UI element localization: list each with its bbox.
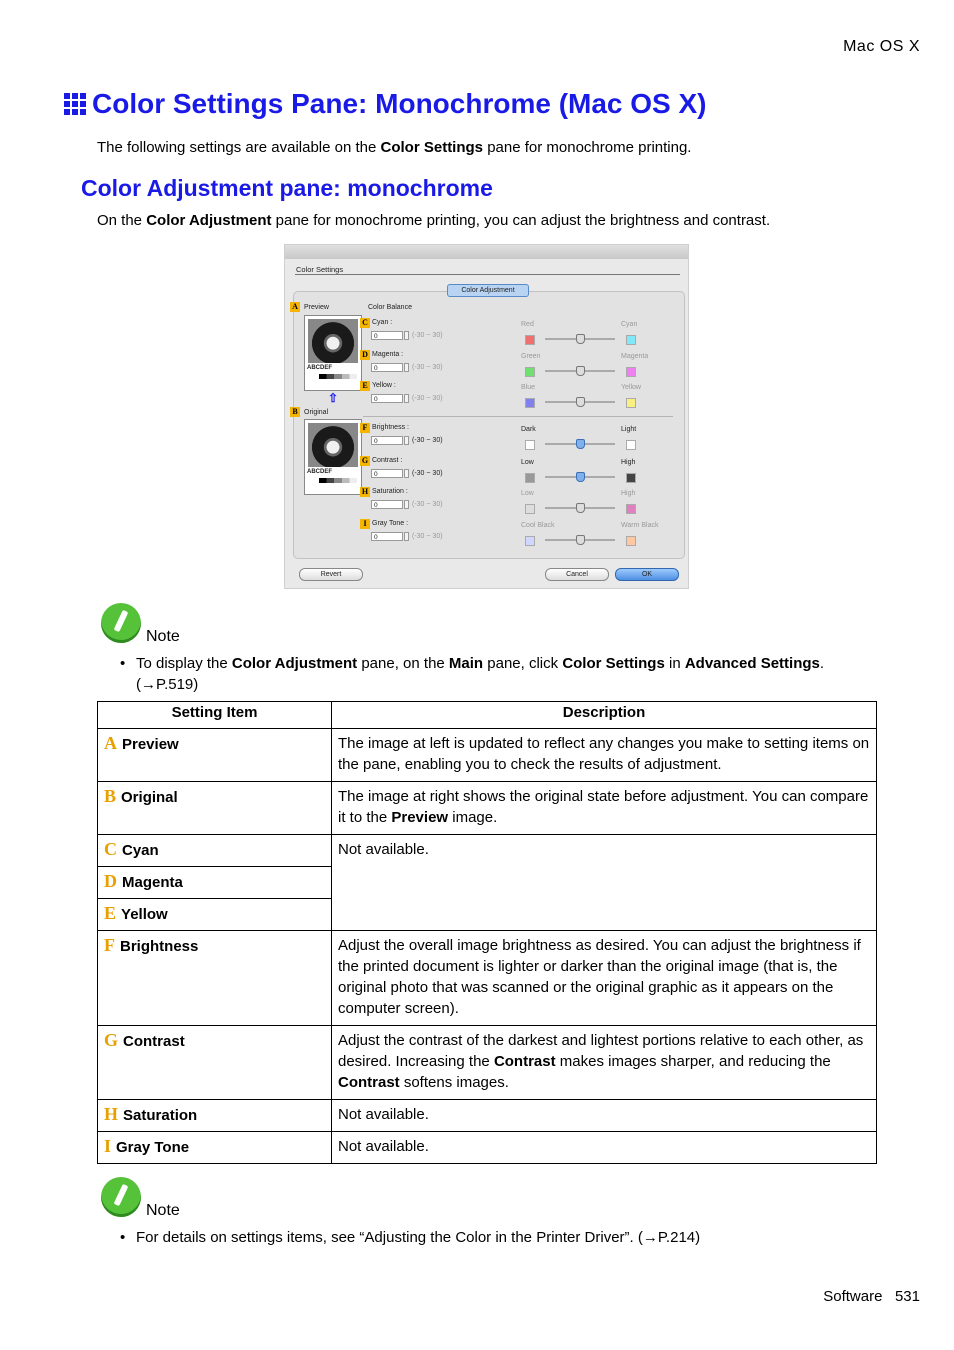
item-name: Gray Tone	[116, 1139, 190, 1156]
slider-right-swatch	[626, 398, 636, 408]
note-text: in	[664, 655, 685, 672]
slider-left-swatch	[525, 367, 535, 377]
setting-description: Not available.	[332, 1100, 877, 1132]
original-label: Original	[304, 409, 329, 416]
desc-text: Adjust the contrast of the darkest and lightest portions relative to each other, as desired. Increasing the	[338, 1032, 864, 1070]
item-name: Yellow	[121, 906, 168, 923]
slider-right-swatch	[626, 504, 636, 514]
page-title: Color Settings Pane: Monochrome (Mac OS X)	[92, 88, 707, 119]
item-letter: C	[104, 839, 117, 859]
slider-right-swatch	[626, 367, 636, 377]
sub-intro-pre: On the	[97, 212, 147, 229]
row-range: (-30 ~ 30)	[412, 470, 443, 477]
note-label: Note	[146, 1202, 180, 1219]
preview-image	[304, 315, 362, 391]
item-name: Contrast	[123, 1033, 185, 1050]
slider-left-swatch	[525, 504, 535, 514]
slider-knob[interactable]	[576, 366, 585, 376]
sub-intro-paragraph	[97, 212, 770, 229]
slider-left-label: Blue	[521, 384, 536, 391]
row-value-field[interactable]: 0	[371, 436, 403, 445]
item-letter: B	[104, 786, 117, 806]
note-pencil-icon	[101, 603, 141, 643]
setting-item	[98, 1132, 332, 1164]
row-label: Gray Tone :	[372, 520, 409, 527]
section-grid-icon	[64, 93, 86, 115]
slider-knob[interactable]	[576, 472, 585, 482]
note-bold: Main	[448, 655, 484, 672]
slider-right-label: Yellow	[621, 384, 641, 391]
table-row	[98, 1026, 877, 1100]
row-label: Magenta :	[372, 351, 404, 358]
slider-knob[interactable]	[576, 503, 585, 513]
note-text: pane, click	[483, 655, 563, 672]
row-value-field[interactable]: 0	[371, 469, 403, 478]
bullet: •	[120, 1229, 126, 1246]
color-balance-label: Color Balance	[368, 304, 412, 311]
setting-description	[332, 782, 877, 835]
row-stepper[interactable]	[404, 500, 409, 509]
color-adjustment-dialog-screenshot	[284, 244, 689, 589]
setting-item	[98, 835, 332, 867]
setting-item	[98, 782, 332, 835]
note-item	[120, 1227, 890, 1248]
intro-paragraph	[97, 139, 691, 156]
adjustment-slider[interactable]	[545, 539, 615, 541]
arrow-up-icon: ⇧	[328, 391, 339, 405]
adjustment-slider[interactable]	[545, 370, 615, 372]
table-row	[98, 1132, 877, 1164]
desc-bold: Preview	[391, 809, 449, 826]
sub-intro-bold: Color Adjustment	[146, 212, 272, 229]
setting-item	[98, 1100, 332, 1132]
note-pencil-icon	[101, 1177, 141, 1217]
slider-right-swatch	[626, 335, 636, 345]
preview-label: Preview	[304, 304, 329, 311]
cancel-button[interactable]: Cancel	[545, 568, 609, 581]
slider-left-swatch	[525, 536, 535, 546]
item-name: Original	[121, 789, 178, 806]
row-range: (-30 ~ 30)	[412, 533, 443, 540]
item-name: Cyan	[122, 842, 159, 859]
row-marker: H	[361, 487, 369, 496]
marker-a: A	[290, 302, 300, 312]
row-range: (-30 ~ 30)	[412, 364, 443, 371]
item-name: Magenta	[122, 874, 183, 891]
row-value-field[interactable]: 0	[371, 500, 403, 509]
slider-left-swatch	[525, 440, 535, 450]
setting-item	[98, 729, 332, 782]
intro-text-post: pane for monochrome printing.	[483, 139, 692, 156]
row-marker: I	[360, 519, 370, 529]
row-stepper[interactable]	[404, 469, 409, 478]
bullet: •	[120, 655, 126, 672]
ok-button[interactable]: OK	[615, 568, 679, 581]
footer-section: Software	[823, 1288, 883, 1305]
adjustment-slider[interactable]	[545, 443, 615, 445]
revert-button[interactable]: Revert	[299, 568, 363, 581]
item-letter: A	[104, 733, 117, 753]
slider-left-label: Low	[521, 490, 534, 497]
note-bold: Color Settings	[562, 655, 665, 672]
setting-description: Not available.	[332, 1132, 877, 1164]
table-row	[98, 931, 877, 1026]
slider-right-label: Light	[621, 426, 637, 433]
preview-photo	[308, 319, 358, 363]
slider-left-label: Red	[521, 321, 534, 328]
row-label: Cyan :	[372, 319, 393, 326]
row-value-field[interactable]: 0	[371, 331, 403, 340]
row-stepper[interactable]	[404, 394, 409, 403]
table-row	[98, 835, 877, 867]
item-letter: H	[104, 1104, 119, 1124]
preview-gray-swatch	[319, 374, 357, 379]
row-marker: E	[360, 381, 370, 391]
row-stepper[interactable]	[404, 436, 409, 445]
sub-intro-post: pane for monochrome printing, you can adjust the brightness and contrast.	[271, 212, 771, 229]
row-label: Contrast :	[372, 457, 403, 464]
row-range: (-30 ~ 30)	[412, 501, 443, 508]
item-letter: F	[104, 935, 115, 955]
slider-right-label: High	[621, 490, 636, 497]
intro-text-bold: Color Settings	[380, 139, 484, 156]
item-letter: I	[104, 1136, 112, 1156]
original-gray-swatch	[319, 478, 357, 483]
note-reference-link[interactable]: (→P.519)	[136, 676, 199, 693]
page-footer	[823, 1288, 920, 1305]
item-letter: E	[104, 903, 117, 923]
table-row	[98, 1100, 877, 1132]
desc-text: The image at right shows the original state before adjustment. You can compare it to the	[338, 788, 869, 826]
row-label: Brightness :	[372, 424, 409, 431]
note-bold: Advanced Settings	[684, 655, 820, 672]
slider-left-swatch	[525, 473, 535, 483]
desc-bold: Contrast	[338, 1074, 400, 1091]
item-name: Brightness	[120, 938, 199, 955]
row-stepper[interactable]	[404, 331, 409, 340]
slider-knob[interactable]	[576, 439, 585, 449]
table-header-row	[98, 702, 877, 729]
note-text: To display the	[136, 655, 232, 672]
row-label: Saturation :	[372, 488, 408, 495]
note-item	[120, 653, 890, 695]
slider-left-label: Dark	[521, 426, 536, 433]
setting-description: Adjust the overall image brightness as desired. You can adjust the brightness if the printed document is lighter or darker than the original image (that is, the original photo that was scanned or the original graphic as it appears on the computer screen).	[332, 931, 877, 1026]
row-stepper[interactable]	[404, 363, 409, 372]
adjustment-slider[interactable]	[545, 338, 615, 340]
pane-divider	[295, 274, 680, 275]
slider-knob[interactable]	[576, 397, 585, 407]
row-marker: C	[360, 318, 370, 328]
table-row	[98, 729, 877, 782]
platform-header: Mac OS X	[843, 38, 920, 55]
slider-right-swatch	[626, 536, 636, 546]
original-image	[304, 419, 362, 495]
row-stepper[interactable]	[404, 532, 409, 541]
row-range: (-30 ~ 30)	[412, 395, 443, 402]
original-photo-text: ABCDEF	[307, 469, 332, 475]
row-value-field[interactable]: 0	[371, 532, 403, 541]
table-row	[98, 782, 877, 835]
adjustment-slider[interactable]	[545, 476, 615, 478]
desc-text: makes images sharper, and reducing the	[555, 1053, 831, 1070]
adjustment-slider[interactable]	[545, 507, 615, 509]
setting-item	[98, 899, 332, 931]
slider-left-swatch	[525, 335, 535, 345]
desc-text: softens images.	[399, 1074, 509, 1091]
slider-right-swatch	[626, 473, 636, 483]
slider-left-label: Green	[521, 353, 541, 360]
item-letter: D	[104, 871, 117, 891]
setting-description: Not available.	[332, 835, 877, 931]
item-name: Preview	[122, 736, 179, 753]
page-title-block	[64, 88, 707, 120]
original-photo	[308, 423, 358, 467]
row-marker: F	[360, 423, 370, 433]
setting-item	[98, 931, 332, 1026]
tab-color-adjustment[interactable]: Color Adjustment	[447, 284, 529, 297]
dialog-titlebar	[285, 245, 688, 259]
adjustment-slider[interactable]	[545, 401, 615, 403]
setting-description: The image at left is updated to reflect any changes you make to setting items on the pane, enabling you to check the results of adjustment.	[332, 729, 877, 782]
slider-left-label: Low	[521, 459, 534, 466]
note-label: Note	[146, 628, 180, 645]
desc-text: image.	[448, 809, 498, 826]
item-name: Saturation	[123, 1107, 198, 1124]
setting-item	[98, 1026, 332, 1100]
slider-right-label: High	[621, 459, 636, 466]
pane-title: Color Settings	[296, 265, 344, 274]
note-text: .	[819, 655, 825, 672]
slider-right-label: Magenta	[621, 353, 649, 360]
settings-table	[97, 701, 877, 1164]
note-text: For details on settings items, see “Adjusting the Color in the Printer Driver”. (→P.214)	[136, 1229, 701, 1246]
slider-left-label: Cool Black	[521, 522, 555, 529]
row-value-field[interactable]: 0	[371, 363, 403, 372]
section-separator	[363, 416, 673, 417]
preview-photo-text: ABCDEF	[307, 365, 332, 371]
slider-left-swatch	[525, 398, 535, 408]
setting-description	[332, 1026, 877, 1100]
note-text: pane, on the	[357, 655, 449, 672]
header-setting-item: Setting Item	[98, 702, 332, 729]
page-number: 531	[894, 1288, 920, 1305]
slider-right-label: Warm Black	[621, 522, 659, 529]
row-marker: G	[361, 456, 369, 465]
row-marker: D	[360, 350, 370, 360]
note-bold: Color Adjustment	[231, 655, 358, 672]
setting-item	[98, 867, 332, 899]
row-label: Yellow :	[372, 382, 396, 389]
slider-right-swatch	[626, 440, 636, 450]
desc-bold: Contrast	[493, 1053, 556, 1070]
header-description: Description	[332, 702, 877, 729]
intro-text-pre: The following settings are available on the	[97, 139, 381, 156]
row-range: (-30 ~ 30)	[412, 332, 443, 339]
slider-right-label: Cyan	[621, 321, 638, 328]
marker-b: B	[290, 407, 300, 417]
row-value-field[interactable]: 0	[371, 394, 403, 403]
section-subheading: Color Adjustment pane: monochrome	[81, 175, 493, 201]
item-letter: G	[104, 1030, 119, 1050]
slider-knob[interactable]	[576, 334, 585, 344]
slider-knob[interactable]	[576, 535, 585, 545]
row-range: (-30 ~ 30)	[412, 437, 443, 444]
